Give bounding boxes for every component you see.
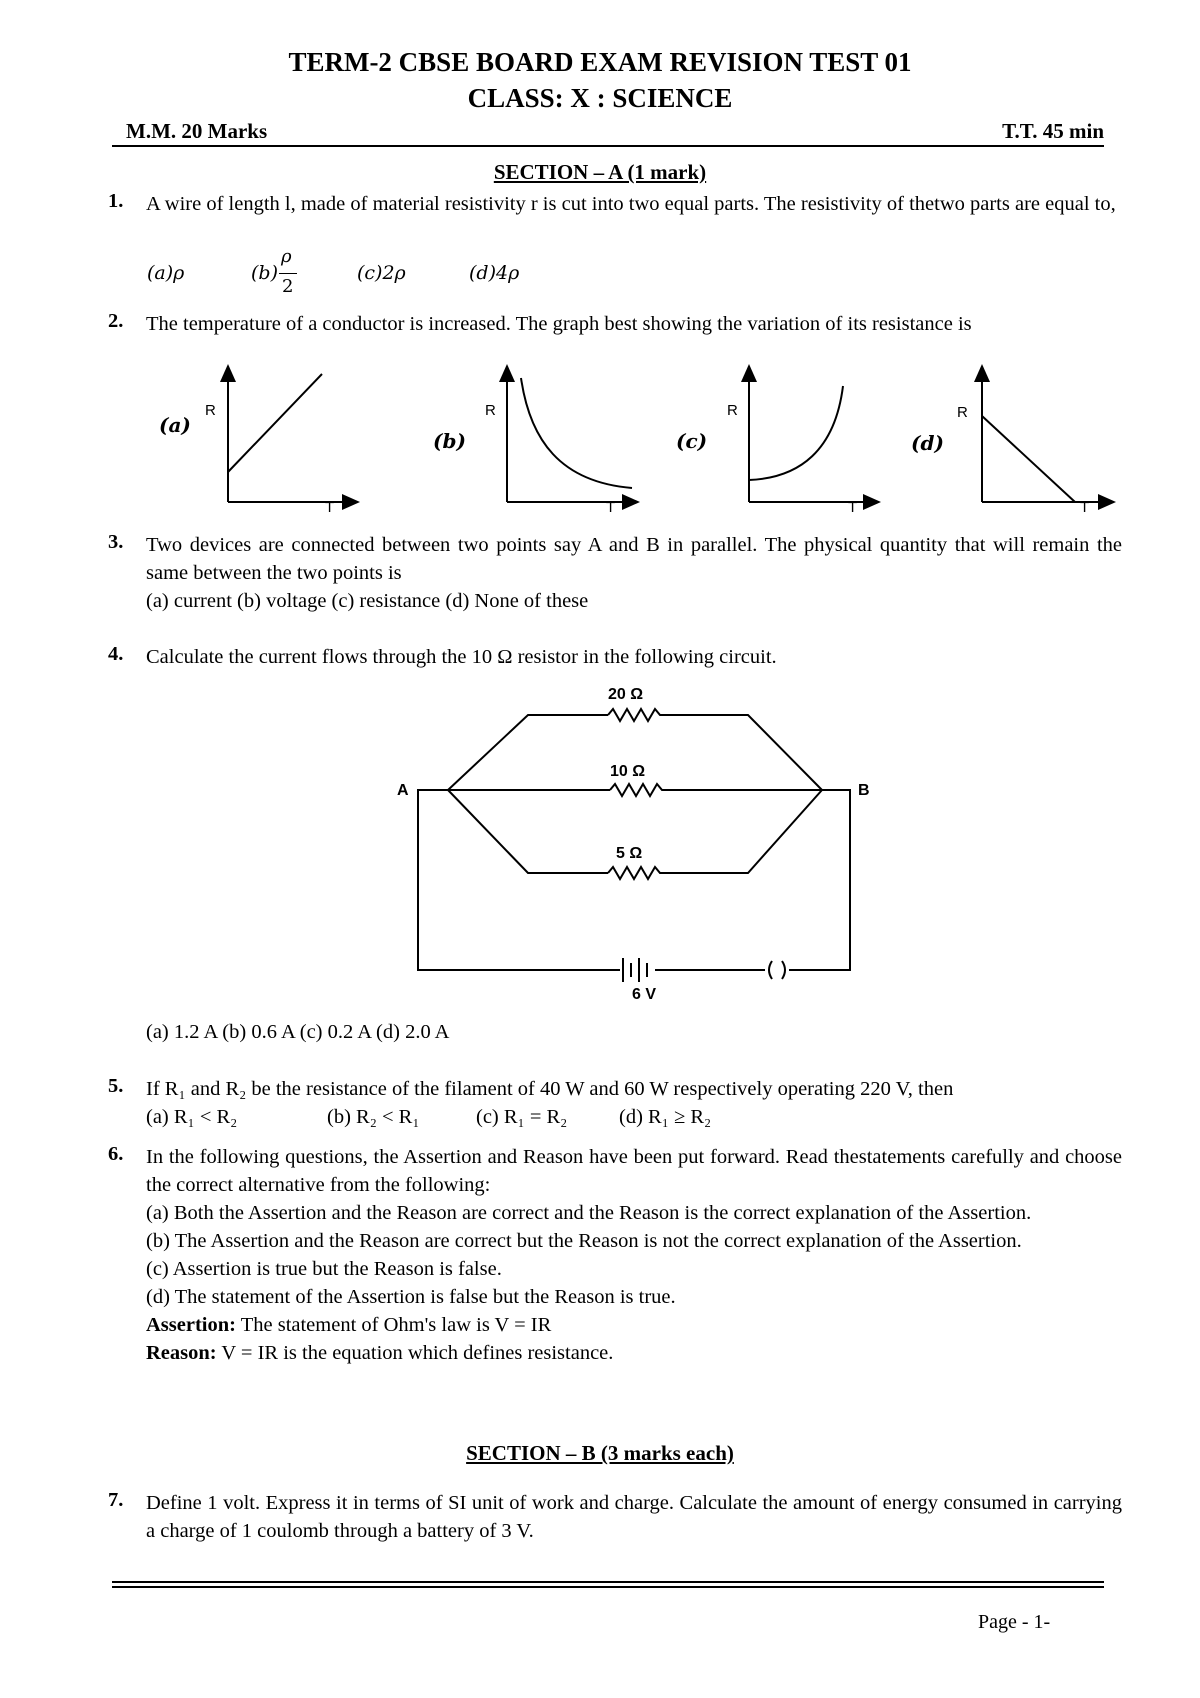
section-b-heading: SECTION – B (3 marks each) bbox=[466, 1441, 734, 1465]
time-allowed: T.T. 45 min bbox=[1002, 119, 1104, 143]
resistor-10-label: 10 Ω bbox=[610, 763, 646, 780]
bottom-branch-left bbox=[448, 790, 608, 873]
top-branch-left bbox=[448, 715, 608, 790]
graph-d-y-label: R bbox=[957, 404, 968, 421]
q1-text: A wire of length l, made of material resistivity r is cut into two equal parts. The resistivity of thetwo parts are equal to, bbox=[146, 193, 1116, 215]
q3-options: (a) current (b) voltage (c) resistance (d) None of these bbox=[146, 590, 589, 612]
graph-b-label: (b) bbox=[433, 429, 466, 453]
graph-a-curve bbox=[228, 374, 322, 472]
battery-label: 6 V bbox=[632, 986, 657, 1003]
q7-text: Define 1 volt. Express it in terms of SI unit of work and charge. Calculate the amount of energy consumed in carrying a charge of 1 coulomb through a battery of 3 V. bbox=[146, 1492, 1122, 1542]
q5-option-a: (a) R₁ < R₂ bbox=[146, 1106, 238, 1128]
q1-option-d: (d)4ρ bbox=[469, 262, 520, 284]
node-b-label: B bbox=[858, 782, 870, 799]
key-right-bracket bbox=[782, 961, 785, 979]
graph-a-y-label: R bbox=[205, 402, 216, 419]
q6-option-a: (a) Both the Assertion and the Reason are correct and the Reason is the correct explanation of the Assertion. bbox=[146, 1202, 1032, 1224]
q1-option-b-denominator: 2 bbox=[282, 276, 294, 297]
q6-assertion: Assertion: The statement of Ohm's law is V = IR bbox=[146, 1314, 552, 1336]
q5-option-b: (b) R₂ < R₁ bbox=[327, 1106, 420, 1128]
q1-option-b-fraction-bar bbox=[279, 273, 297, 274]
q5-option-d: (d) R₁ ≥ R₂ bbox=[619, 1106, 712, 1128]
q6-option-c: (c) Assertion is true but the Reason is false. bbox=[146, 1258, 502, 1280]
section-a-heading: SECTION – A (1 mark) bbox=[493, 160, 707, 184]
page-title: TERM-2 CBSE BOARD EXAM REVISION TEST 01 bbox=[288, 47, 912, 77]
q2-graphs bbox=[0, 360, 1200, 520]
graph-b-curve bbox=[521, 378, 632, 488]
graph-a-x-label: T bbox=[325, 499, 335, 516]
q4-number: 4. bbox=[108, 643, 124, 665]
node-a-label: A bbox=[397, 782, 409, 799]
resistor-20-label: 20 Ω bbox=[608, 686, 644, 703]
q2-number: 2. bbox=[108, 310, 124, 332]
resistor-5-label: 5 Ω bbox=[616, 845, 643, 862]
q3-number: 3. bbox=[108, 531, 124, 553]
resistor-10 bbox=[610, 784, 665, 796]
graph-c-y-label: R bbox=[727, 402, 738, 419]
graph-d-label: (d) bbox=[911, 431, 944, 455]
q3-text: Two devices are connected between two points say A and B in parallel. The physical quantity that will remain the same between the two points is bbox=[146, 534, 1122, 584]
graph-c-curve bbox=[749, 386, 843, 480]
q1-option-b-numerator: ρ bbox=[281, 246, 292, 267]
graph-b-x-label: T bbox=[606, 499, 616, 516]
resistor-5 bbox=[608, 867, 665, 879]
key-left-bracket bbox=[769, 961, 772, 979]
q5-text: If R₁ and R₂ be the resistance of the filament of 40 W and 60 W respectively operating 220 V, then bbox=[146, 1078, 954, 1100]
class-subtitle: CLASS: X : SCIENCE bbox=[467, 83, 733, 113]
top-branch-right bbox=[665, 715, 822, 790]
resistor-20 bbox=[608, 709, 665, 721]
graph-d-curve bbox=[982, 416, 1075, 502]
q5-number: 5. bbox=[108, 1075, 124, 1097]
graph-c-label: (c) bbox=[676, 429, 708, 453]
graph-c bbox=[676, 372, 873, 516]
q6-option-b: (b) The Assertion and the Reason are correct but the Reason is not the correct explanation of the Assertion. bbox=[146, 1230, 1022, 1252]
q1-option-c: (c)2ρ bbox=[357, 262, 406, 284]
q6-number: 6. bbox=[108, 1143, 124, 1165]
header-rule bbox=[112, 145, 1104, 147]
page-number: Page - 1- bbox=[978, 1611, 1051, 1633]
q6-option-d: (d) The statement of the Assertion is false but the Reason is true. bbox=[146, 1286, 676, 1308]
q1-option-b-label: (b) bbox=[251, 262, 278, 284]
q6-body bbox=[146, 1143, 1122, 1367]
graph-b bbox=[433, 372, 632, 516]
graph-d bbox=[911, 372, 1108, 516]
footer-rule-top bbox=[112, 1581, 1104, 1583]
graph-a-label: (a) bbox=[159, 413, 191, 437]
outer-loop-left bbox=[418, 790, 620, 970]
q2-text: The temperature of a conductor is increased. The graph best showing the variation of its resistance is bbox=[146, 313, 972, 335]
max-marks: M.M. 20 Marks bbox=[126, 119, 268, 143]
q4-options: (a) 1.2 A (b) 0.6 A (c) 0.2 A (d) 2.0 A bbox=[146, 1021, 450, 1043]
q5-option-c: (c) R₁ = R₂ bbox=[476, 1106, 568, 1128]
graph-d-x-label: T bbox=[1080, 499, 1090, 516]
footer-rule-bottom bbox=[112, 1586, 1104, 1588]
bottom-branch-right bbox=[665, 790, 822, 873]
graph-b-y-label: R bbox=[485, 402, 496, 419]
q6-reason: Reason: V = IR is the equation which defines resistance. bbox=[146, 1342, 614, 1364]
graph-a bbox=[159, 372, 352, 516]
q1-option-a: (a)ρ bbox=[147, 262, 185, 284]
q4-text: Calculate the current flows through the 10 Ω resistor in the following circuit. bbox=[146, 646, 777, 668]
q1-number: 1. bbox=[108, 190, 124, 212]
graph-c-x-label: T bbox=[848, 499, 858, 516]
q7-number: 7. bbox=[108, 1489, 124, 1511]
q4-circuit bbox=[0, 670, 1200, 1010]
q6-intro: In the following questions, the Assertion and Reason have been put forward. Read thestatements carefully and choose the correct alternative from the following: bbox=[146, 1146, 1122, 1196]
